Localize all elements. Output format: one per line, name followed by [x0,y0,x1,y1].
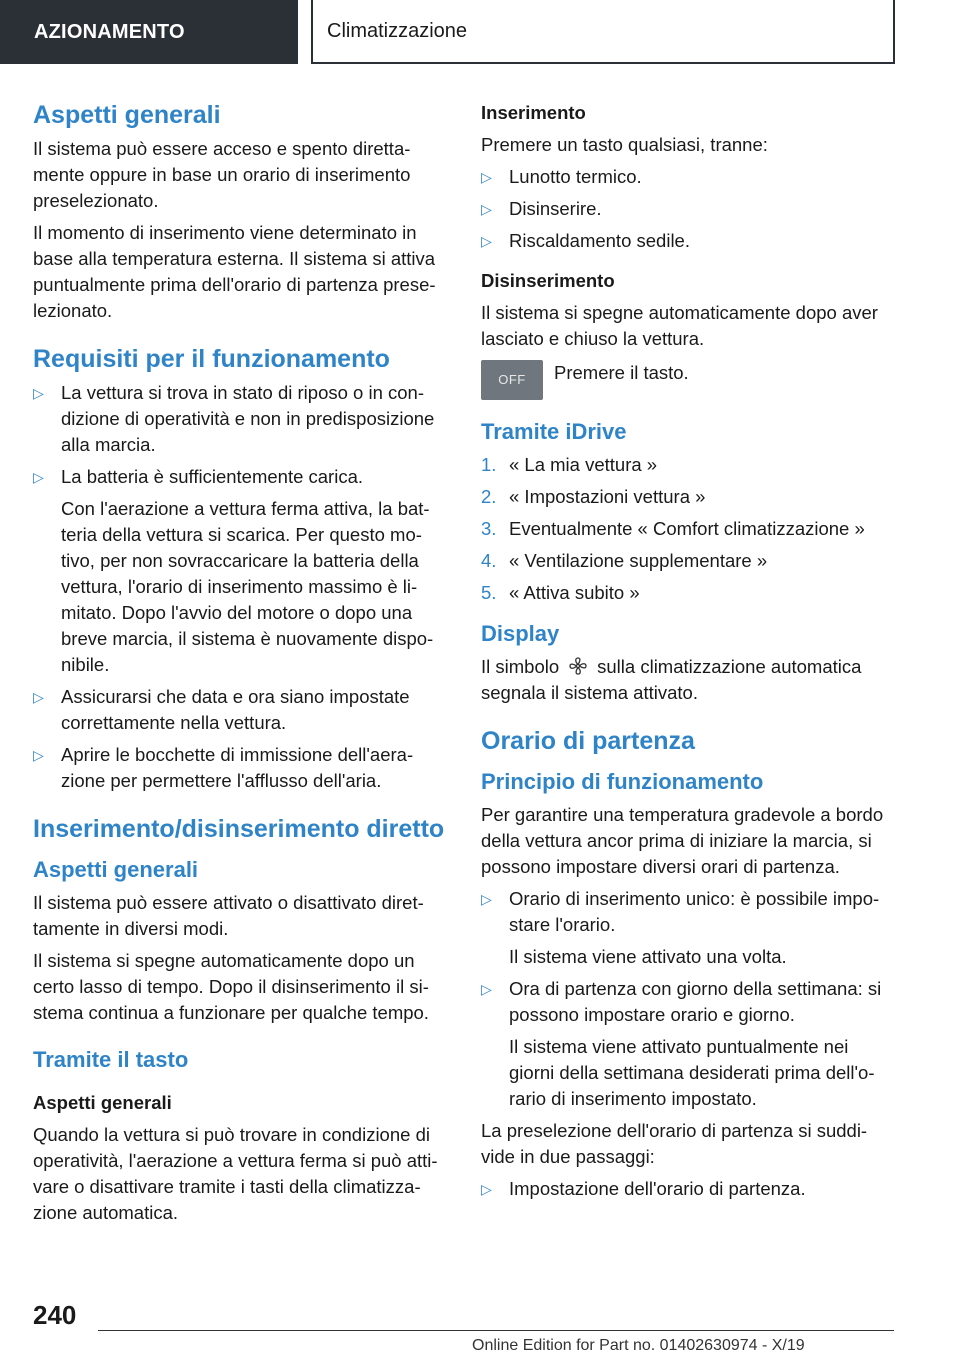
triangle-bullet-icon: ▷ [481,233,492,249]
triangle-bullet-icon: ▷ [33,385,44,401]
paragraph: Il sistema può essere acceso e spento diretta-mente oppure in base un orario di inserimento preselezionato. [33,138,411,211]
list-item: ▷ Assicurarsi che data e ora siano impostate correttamente nella vettura. [33,686,410,733]
page-number: 240 [33,1300,77,1330]
off-instruction [481,360,895,400]
paragraph: Il sistema può essere attivato o disattivato diret-tamente in diversi modi. [33,892,424,939]
paragraph: Per garantire una temperatura gradevole a bordo della vettura ancor prima di iniziare la marcia, si possono impostare diversi orari di partenza. [481,804,884,877]
right-column [481,100,895,1208]
triangle-bullet-icon: ▷ [481,169,492,185]
triangle-bullet-icon: ▷ [481,981,492,997]
triangle-bullet-icon: ▷ [33,469,44,485]
list-item: ▷ Ora di partenza con giorno della settimana: si possono impostare orario e giorno. Il sistema viene attivato puntualmente nei giorni della settimana desiderati prima dell'o-rario di inserimento impostato. [481,976,895,1112]
list-item: ▷ La vettura si trova in stato di riposo o in con-dizione di operatività e non in predisposizione alla marcia. [33,382,435,455]
preselect-steps [481,1176,895,1202]
header-chapter [311,0,895,64]
list-item: 1. « La mia vettura » [481,454,658,475]
paragraph: La preselezione dell'orario di partenza si suddi-vide in due passaggi: [481,1120,868,1167]
heading-display: Display [481,621,560,646]
off-button-image: OFF [481,360,543,400]
paragraph: Il momento di inserimento viene determinato in base alla temperatura esterna. Il sistema si attiva puntualmente prima dell'orario di partenza prese-lezionato. [33,222,436,321]
heading-button: Tramite il tasto [33,1047,189,1072]
list-item: ▷ Aprire le bocchette di immissione dell'aera-zione per permettere l'afflusso dell'aria. [33,744,414,791]
heading-direct: Inserimento/disinserimento diretto [33,815,445,843]
heading-principle: Principio di funzionamento [481,769,764,794]
heading-off: Disinserimento [481,270,615,291]
triangle-bullet-icon: ▷ [481,1181,492,1197]
list-item: ▷ Disinserire. [481,196,895,222]
list-item: 4. « Ventilazione supplementare » [481,550,768,571]
list-item: ▷ Impostazione dell'orario di partenza. [481,1176,895,1202]
paragraph: Premere un tasto qualsiasi, tranne: [481,134,768,155]
list-item-note: Il sistema viene attivato una volta. [509,946,787,967]
header-chapter-label: Climatizzazione [327,19,468,42]
triangle-bullet-icon: ▷ [481,891,492,907]
triangle-bullet-icon: ▷ [481,201,492,217]
paragraph: Il sistema si spegne automaticamente dopo un certo lasso di tempo. Dopo il disinserimento il si-stema continua a funzionare per qualche tempo. [33,950,429,1023]
list-item: ▷ Lunotto termico. [481,164,895,190]
heading-departure: Orario di partenza [481,727,695,755]
list-item-note: Il sistema viene attivato puntualmente nei giorni della settimana desiderati prima dell'o-rario di inserimento impostato. [509,1036,875,1109]
header-section [0,0,298,64]
paragraph: Quando la vettura si può trovare in condizione di operatività, l'aerazione a vettura ferma si può atti-vare o disattivare tramite i tasti della climatizza-zione automatica. [33,1124,438,1223]
left-column [33,100,447,1232]
footer-edition: Online Edition for Part no. 01402630974 - X/19 [472,1337,805,1354]
list-item: 3. Eventualmente « Comfort climatizzazione » [481,518,865,539]
list-item: ▷ Orario di inserimento unico: è possibile impo-stare l'orario. Il sistema viene attivato una volta. [481,886,895,970]
list-item: ▷ Riscaldamento sedile. [481,228,895,254]
header-section-label: AZIONAMENTO [34,20,185,43]
on-exceptions-list [481,164,895,254]
departure-options [481,886,895,1112]
heading-general-2: Aspetti generali [33,857,199,882]
heading-idrive: Tramite iDrive [481,419,627,444]
triangle-bullet-icon: ▷ [33,747,44,763]
paragraph: Il sistema si spegne automaticamente dopo aver lasciato e chiuso la vettura. [481,302,878,349]
off-instruction-text: Premere il tasto. [554,362,689,383]
idrive-steps [481,452,895,606]
paragraph: Il simbolo sulla climatizzazione automatica segnala il sistema attivato. [481,656,862,703]
requisites-list [33,380,447,794]
heading-on: Inserimento [481,102,586,123]
list-item: 2. « Impostazioni vettura » [481,486,706,507]
heading-general: Aspetti generali [33,101,221,129]
list-item: 5. « Attiva subito » [481,582,640,603]
footer-divider [98,1330,894,1331]
heading-general-3: Aspetti generali [33,1092,172,1113]
list-item: ▷ La batteria è sufficientemente carica. Con l'aerazione a vettura ferma attiva, la bat-teria della vettura si scarica. Per questo mo-tivo, per non sovraccaricare la batteria della vettura, l'orario di inserimento massimo è li-mitato. Dopo l'avvio del motore o dopo una breve marcia, il sistema è nuovamente dispo-nibile. [33,464,447,678]
fan-icon [565,656,591,676]
list-item-note: Con l'aerazione a vettura ferma attiva, la bat-teria della vettura si scarica. Per questo mo-tivo, per non sovraccaricare la batteria della vettura, l'orario di inserimento massimo è li-mitato. Dopo l'avvio del motore o dopo una breve marcia, il sistema è nuovamente dispo-nibile. [61,498,434,675]
triangle-bullet-icon: ▷ [33,689,44,705]
heading-requisites: Requisiti per il funzionamento [33,345,390,373]
